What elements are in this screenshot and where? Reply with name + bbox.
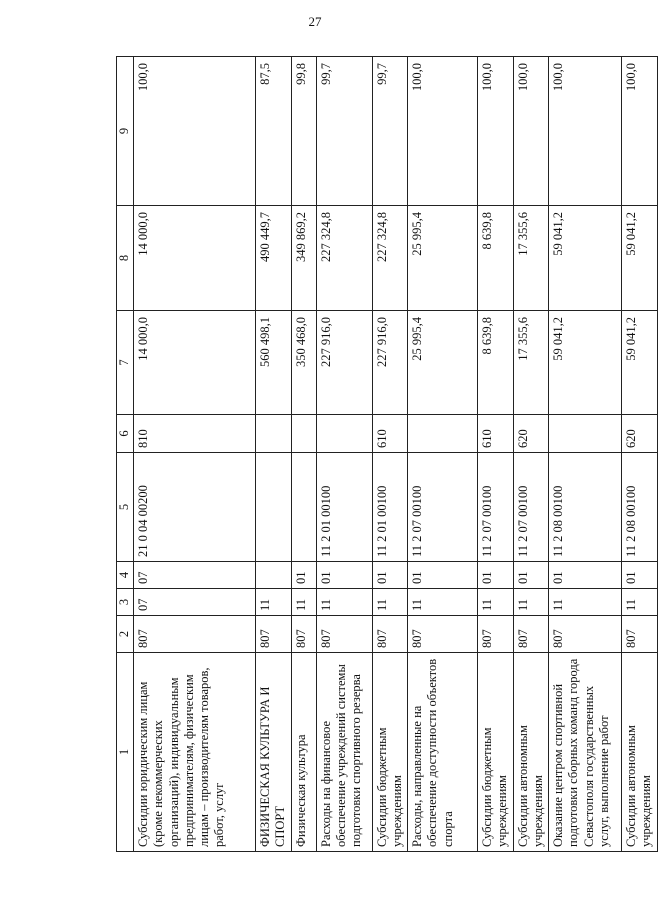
- row-name-cell: Физическая культура: [291, 653, 316, 852]
- cell-percent: 99,7: [316, 57, 372, 206]
- row-name-cell: Субсидии автономным учреждениям: [622, 653, 658, 852]
- cell-section: 11: [316, 589, 372, 616]
- row-name-cell: Расходы на финансовое обеспечение учреждений системы подготовки спортивного резерва: [316, 653, 372, 852]
- column-header: 8: [117, 206, 134, 311]
- cell-subsection: 01: [513, 562, 549, 589]
- column-header: 4: [117, 562, 134, 589]
- cell-ved: 807: [291, 616, 316, 653]
- cell-target-code: 11 2 08 00100: [622, 453, 658, 562]
- column-header: 1: [117, 653, 134, 852]
- table-row: [622, 57, 658, 852]
- cell-expense-type: [291, 415, 316, 453]
- cell-target-code: 11 2 07 00100: [513, 453, 549, 562]
- row-name-cell: Оказание центром спортивной подготовки сборных команд города Севастополя государственных услуг, выполнение работ: [549, 653, 622, 852]
- cell-subsection: 07: [134, 562, 256, 589]
- cell-section: 11: [549, 589, 622, 616]
- cell-target-code: 21 0 04 00200: [134, 453, 256, 562]
- cell-ved: 807: [408, 616, 478, 653]
- cell-executed: 59 041,2: [549, 206, 622, 311]
- row-name-cell: Субсидии автономным учреждениям: [513, 653, 549, 852]
- cell-ved: 807: [478, 616, 514, 653]
- cell-expense-type: 620: [622, 415, 658, 453]
- cell-ved: 807: [513, 616, 549, 653]
- cell-expense-type: 610: [372, 415, 408, 453]
- table-row: [134, 57, 256, 852]
- column-header: 3: [117, 589, 134, 616]
- cell-executed: 59 041,2: [622, 206, 658, 311]
- cell-planned: 560 498,1: [256, 311, 292, 415]
- cell-executed: 227 324,8: [316, 206, 372, 311]
- cell-subsection: 01: [622, 562, 658, 589]
- row-name-cell: Субсидии бюджетным учреждениям: [478, 653, 514, 852]
- cell-section: 11: [408, 589, 478, 616]
- table-row: [372, 57, 408, 852]
- cell-subsection: 01: [549, 562, 622, 589]
- cell-percent: 99,8: [291, 57, 316, 206]
- cell-expense-type: [408, 415, 478, 453]
- cell-target-code: [256, 453, 292, 562]
- cell-executed: 227 324,8: [372, 206, 408, 311]
- cell-section: 11: [478, 589, 514, 616]
- column-header: 9: [117, 57, 134, 206]
- cell-section: 11: [291, 589, 316, 616]
- cell-percent: 100,0: [549, 57, 622, 206]
- cell-expense-type: 610: [478, 415, 514, 453]
- table-row: [549, 57, 622, 852]
- cell-ved: 807: [134, 616, 256, 653]
- rotated-table-container: [116, 57, 654, 852]
- page-number: 27: [308, 14, 322, 29]
- cell-planned: 227 916,0: [372, 311, 408, 415]
- cell-expense-type: [549, 415, 622, 453]
- cell-subsection: 01: [316, 562, 372, 589]
- cell-executed: 490 449,7: [256, 206, 292, 311]
- cell-planned: 350 468,0: [291, 311, 316, 415]
- cell-planned: 59 041,2: [549, 311, 622, 415]
- budget-table: [116, 56, 658, 852]
- cell-percent: 100,0: [478, 57, 514, 206]
- cell-executed: 8 639,8: [478, 206, 514, 311]
- cell-expense-type: [316, 415, 372, 453]
- cell-percent: 100,0: [622, 57, 658, 206]
- cell-planned: 8 639,8: [478, 311, 514, 415]
- row-name-cell: Субсидии бюджетным учреждениям: [372, 653, 408, 852]
- cell-section: 11: [513, 589, 549, 616]
- cell-ved: 807: [316, 616, 372, 653]
- cell-target-code: 11 2 08 00100: [549, 453, 622, 562]
- cell-ved: 807: [372, 616, 408, 653]
- cell-subsection: 01: [372, 562, 408, 589]
- cell-percent: 99,7: [372, 57, 408, 206]
- cell-subsection: [256, 562, 292, 589]
- table-row: [316, 57, 372, 852]
- cell-section: 11: [622, 589, 658, 616]
- cell-percent: 87,5: [256, 57, 292, 206]
- table-row: [408, 57, 478, 852]
- cell-section: 07: [134, 589, 256, 616]
- cell-target-code: 11 2 01 00100: [316, 453, 372, 562]
- column-header: 2: [117, 616, 134, 653]
- table-row: [478, 57, 514, 852]
- cell-target-code: 11 2 07 00100: [408, 453, 478, 562]
- cell-subsection: 01: [478, 562, 514, 589]
- cell-executed: 14 000,0: [134, 206, 256, 311]
- cell-executed: 25 995,4: [408, 206, 478, 311]
- cell-ved: 807: [549, 616, 622, 653]
- cell-section: 11: [372, 589, 408, 616]
- cell-executed: 349 869,2: [291, 206, 316, 311]
- cell-subsection: 01: [291, 562, 316, 589]
- header-row: [117, 57, 134, 852]
- column-header: 6: [117, 415, 134, 453]
- cell-planned: 17 355,6: [513, 311, 549, 415]
- cell-target-code: 11 2 07 00100: [478, 453, 514, 562]
- cell-target-code: [291, 453, 316, 562]
- cell-expense-type: 620: [513, 415, 549, 453]
- cell-percent: 100,0: [134, 57, 256, 206]
- row-name-cell: ФИЗИЧЕСКАЯ КУЛЬТУРА И СПОРТ: [256, 653, 292, 852]
- cell-section: 11: [256, 589, 292, 616]
- cell-planned: 14 000,0: [134, 311, 256, 415]
- table-row: [291, 57, 316, 852]
- row-name-cell: Расходы, направленные на обеспечение доступности объектов спорта: [408, 653, 478, 852]
- cell-target-code: 11 2 01 00100: [372, 453, 408, 562]
- cell-planned: 59 041,2: [622, 311, 658, 415]
- row-name-cell: Субсидии юридическим лицам (кроме некоммерческих организаций), индивидуальным предпринимателям, физическим лицам – производителям товаров, работ, услуг: [134, 653, 256, 852]
- cell-subsection: 01: [408, 562, 478, 589]
- cell-ved: 807: [256, 616, 292, 653]
- cell-executed: 17 355,6: [513, 206, 549, 311]
- cell-ved: 807: [622, 616, 658, 653]
- cell-percent: 100,0: [513, 57, 549, 206]
- cell-percent: 100,0: [408, 57, 478, 206]
- cell-planned: 227 916,0: [316, 311, 372, 415]
- column-header: 7: [117, 311, 134, 415]
- cell-planned: 25 995,4: [408, 311, 478, 415]
- cell-expense-type: 810: [134, 415, 256, 453]
- column-header: 5: [117, 453, 134, 562]
- table-row: [513, 57, 549, 852]
- cell-expense-type: [256, 415, 292, 453]
- table-row: [256, 57, 292, 852]
